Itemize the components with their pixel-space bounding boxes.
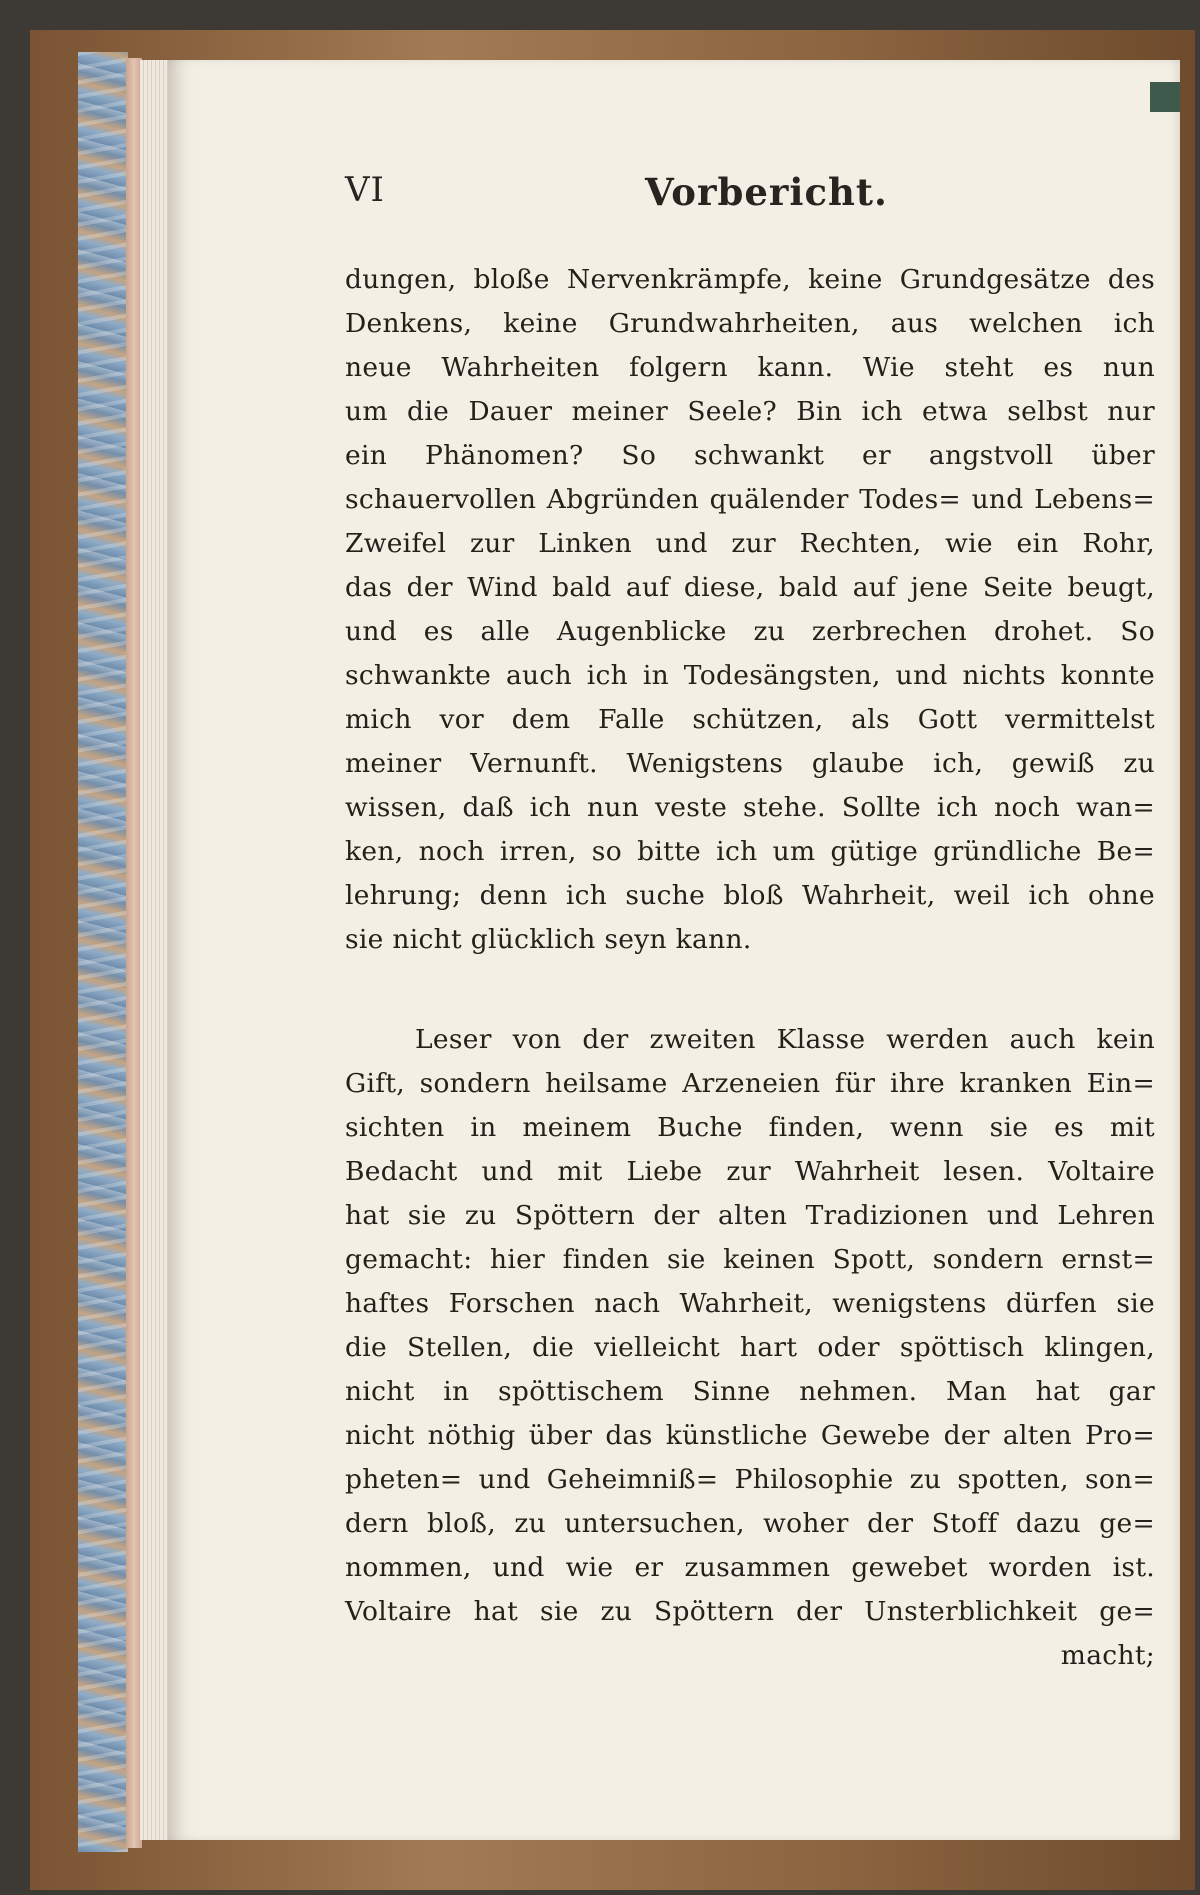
text-line: dungen, bloße Nervenkrämpfe, keine Grundgesätze des (345, 264, 1155, 295)
paragraph-1 (345, 258, 1155, 962)
text-line: Gift, sondern heilsame Arzeneien für ihre kranken Ein= (345, 1068, 1155, 1099)
text-line: nicht nöthig über das künstliche Gewebe der alten Pro= (345, 1420, 1155, 1451)
paragraph-2 (345, 1018, 1155, 1678)
text-line: neue Wahrheiten folgern kann. Wie steht es nun (345, 352, 1155, 383)
text-line: haftes Forschen nach Wahrheit, wenigstens dürfen sie (345, 1288, 1155, 1319)
corner-bookmark (1150, 82, 1180, 112)
text-line: hat sie zu Spöttern der alten Tradizionen und Lehren (345, 1200, 1155, 1231)
page-stack-edge (140, 60, 170, 1840)
text-line: das der Wind bald auf diese, bald auf jene Seite beugt, (345, 572, 1155, 603)
text-line: Zweifel zur Linken und zur Rechten, wie ein Rohr, (345, 528, 1155, 559)
text-line: Bedacht und mit Liebe zur Wahrheit lesen. Voltaire (345, 1156, 1155, 1187)
text-line: schauervollen Abgründen quälender Todes= und Lebens= (345, 484, 1155, 515)
page-number: VI (345, 170, 385, 210)
text-line: gemacht: hier finden sie keinen Spott, sondern ernst= (345, 1244, 1155, 1275)
text-line: und es alle Augenblicke zu zerbrechen drohet. So (345, 616, 1155, 647)
text-line: die Stellen, die vielleicht hart oder spöttisch klingen, (345, 1332, 1155, 1363)
text-line: mich vor dem Falle schützen, als Gott vermittelst (345, 704, 1155, 735)
text-line: nicht in spöttischem Sinne nehmen. Man hat gar (345, 1376, 1155, 1407)
text-line: ken, noch irren, so bitte ich um gütige gründliche Be= (345, 836, 1155, 867)
catchword: macht; (1060, 1640, 1155, 1671)
running-title: Vorbericht. (645, 170, 888, 214)
text-line: ein Phänomen? So schwankt er angstvoll über (345, 440, 1155, 471)
text-line: sichten in meinem Buche finden, wenn sie es mit (345, 1112, 1155, 1143)
text-line: Denkens, keine Grundwahrheiten, aus welchen ich (345, 308, 1155, 339)
marbled-endpaper (78, 52, 128, 1852)
text-line: wissen, daß ich nun veste stehe. Sollte ich noch wan= (345, 792, 1155, 823)
text-line: Voltaire hat sie zu Spöttern der Unsterblichkeit ge= (345, 1596, 1155, 1627)
text-line: pheten= und Geheimniß= Philosophie zu spotten, son= (345, 1464, 1155, 1495)
page-header (345, 170, 1155, 230)
text-line: dern bloß, zu untersuchen, woher der Stoff dazu ge= (345, 1508, 1155, 1539)
text-line: sie nicht glücklich seyn kann. (345, 924, 752, 955)
text-line: nommen, und wie er zusammen gewebet worden ist. (345, 1552, 1155, 1583)
text-line: schwankte auch ich in Todesängsten, und nichts konnte (345, 660, 1155, 691)
text-line: lehrung; denn ich suche bloß Wahrheit, weil ich ohne (345, 880, 1155, 911)
text-line: meiner Vernunft. Wenigstens glaube ich, gewiß zu (345, 748, 1155, 779)
text-line: um die Dauer meiner Seele? Bin ich etwa selbst nur (345, 396, 1155, 427)
text-line: Leser von der zweiten Klasse werden auch kein (415, 1024, 1155, 1055)
